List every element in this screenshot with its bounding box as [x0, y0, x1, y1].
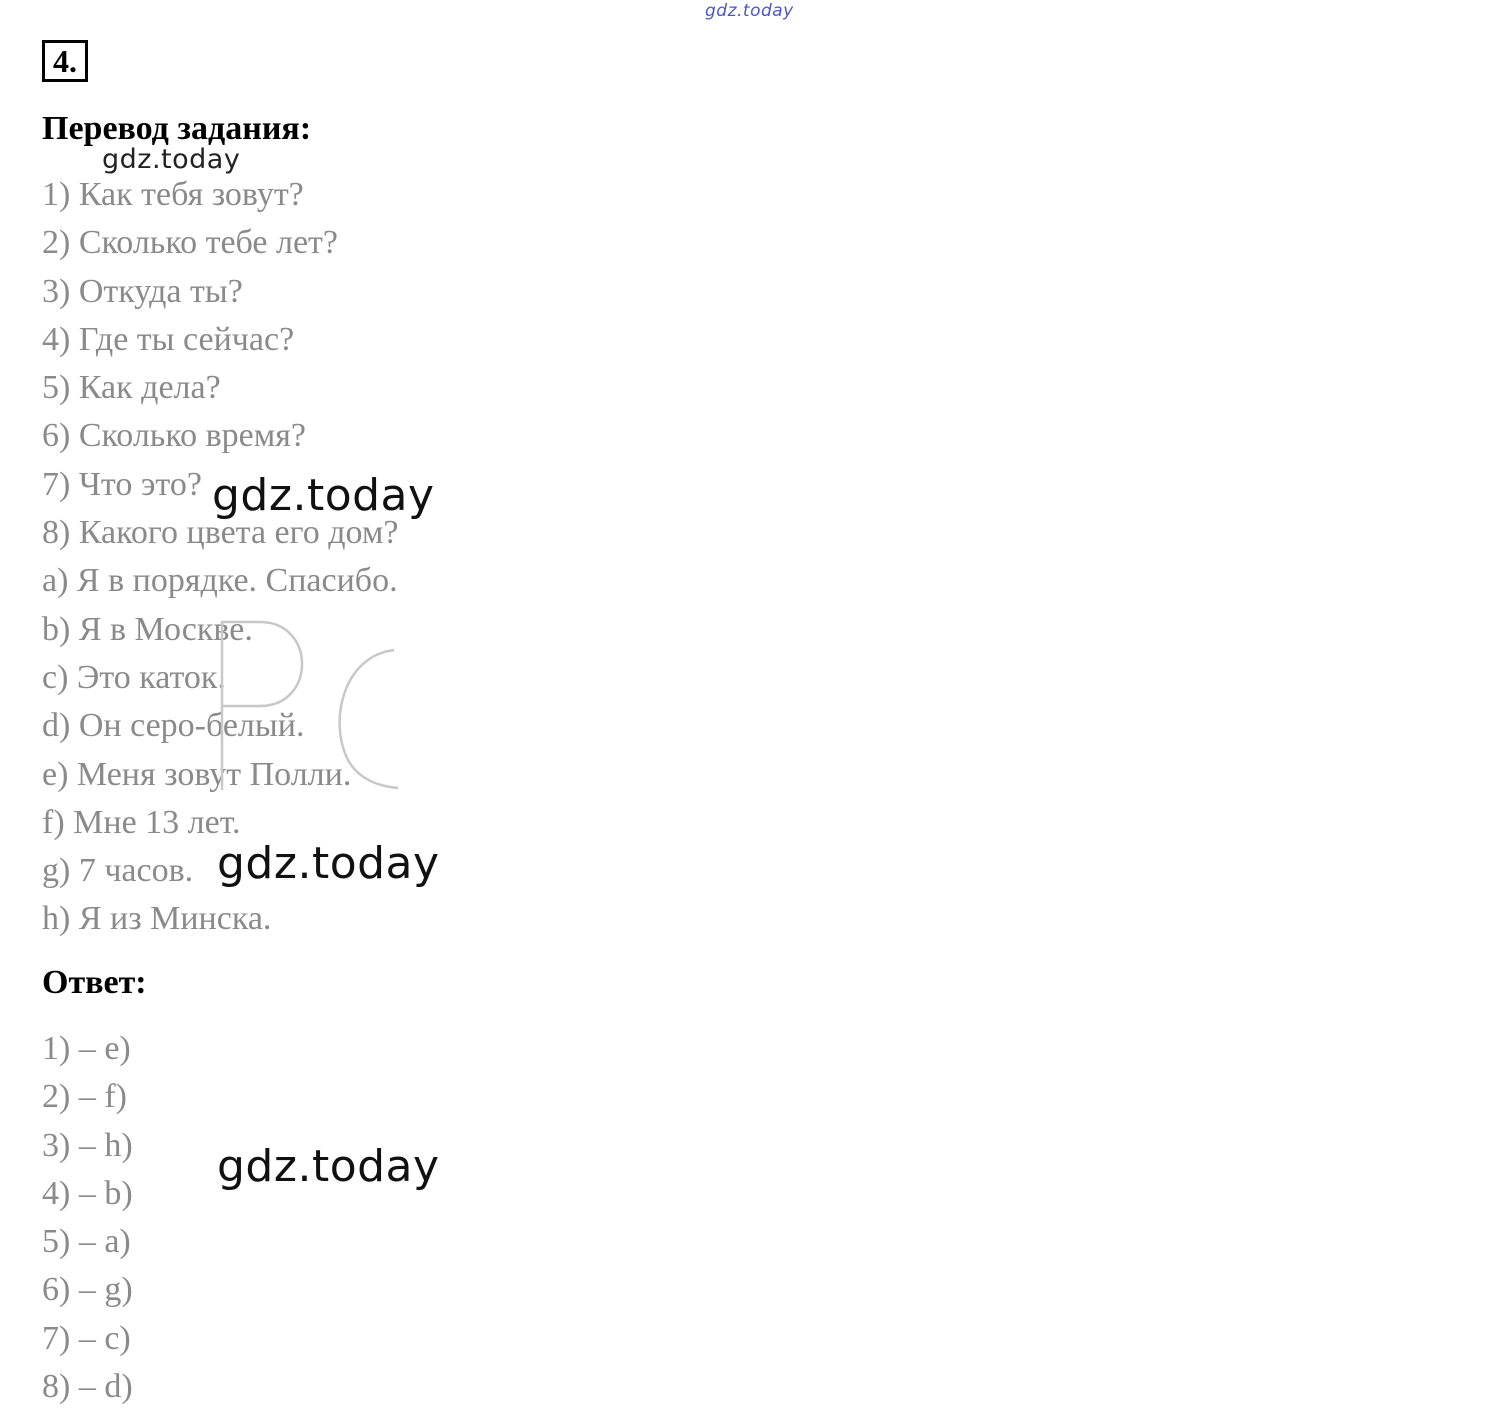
list-item: 7) – c) — [42, 1319, 131, 1357]
answer-heading: Ответ: — [42, 964, 147, 1001]
list-item: c) Это каток. — [42, 658, 226, 696]
list-item: f) Мне 13 лет. — [42, 803, 241, 841]
list-item: b) Я в Москве. — [42, 610, 253, 648]
list-item: h) Я из Минска. — [42, 900, 272, 938]
list-item: 3) Откуда ты? — [42, 272, 243, 310]
watermark-small: gdz.today — [102, 144, 241, 175]
watermark: gdz.today — [217, 838, 440, 889]
answer-list — [42, 1025, 133, 1411]
watermark: gdz.today — [212, 470, 435, 521]
translation-list — [42, 171, 399, 944]
watermark-top: gdz.today — [705, 1, 794, 21]
watermark: gdz.today — [217, 1141, 440, 1192]
task-number: 4. — [42, 40, 88, 82]
list-item: 5) – a) — [42, 1223, 131, 1261]
list-item: 6) – g) — [42, 1271, 133, 1309]
list-item: 5) Как дела? — [42, 369, 221, 407]
decorative-letter-icon — [198, 610, 408, 800]
list-item: d) Он серо-белый. — [42, 707, 305, 745]
list-item: 4) Где ты сейчас? — [42, 320, 295, 358]
list-item: 4) – b) — [42, 1174, 133, 1212]
list-item: 8) – d) — [42, 1368, 133, 1406]
list-item: 3) – h) — [42, 1126, 133, 1164]
list-item: 1) – e) — [42, 1030, 131, 1067]
list-item: 8) Какого цвета его дом? — [42, 514, 399, 552]
list-item: g) 7 часов. — [42, 852, 194, 890]
list-item: 7) Что это? — [42, 465, 202, 503]
translation-heading: Перевод задания: — [42, 110, 312, 147]
list-item: a) Я в порядке. Спасибо. — [42, 562, 398, 600]
list-item: 2) Сколько тебе лет? — [42, 224, 339, 262]
list-item: 2) – f) — [42, 1078, 127, 1116]
list-item: 6) Сколько время? — [42, 417, 306, 455]
list-item: 1) Как тебя зовут? — [42, 176, 304, 213]
list-item: e) Меня зовут Полли. — [42, 755, 352, 793]
